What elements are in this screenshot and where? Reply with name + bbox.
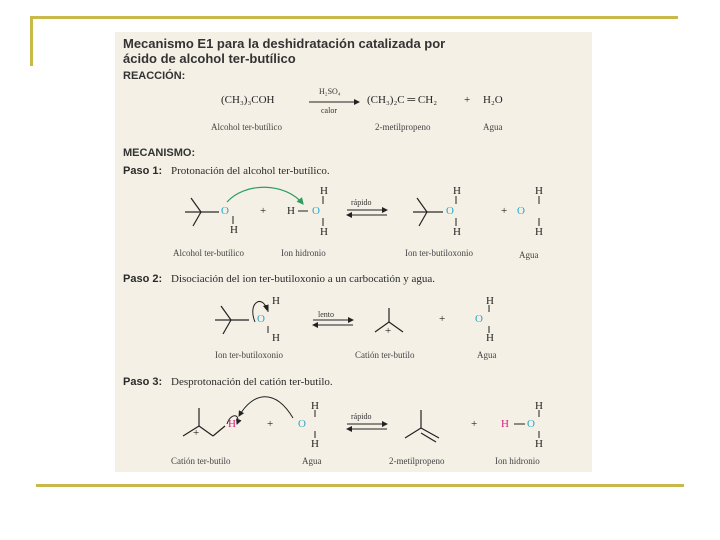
step2-water-h-top: H [486,295,494,307]
step1-alcohol-h: H [230,224,238,236]
step1-label: Paso 1: [123,165,163,177]
step3-water-h-bottom: H [311,438,319,450]
step3-cation-charge: + [193,427,200,439]
step3-water-oxygen: O [298,418,306,430]
step3-name-3: 2-metilpropeno [389,456,445,466]
step1-oxonium-oxygen: O [446,205,454,217]
step2-description: Disociación del ion ter-butiloxonio a un carbocatión y agua. [171,273,436,285]
step1-plus-1: + [260,205,267,217]
step3-plus-1: + [267,418,274,430]
product2-name: Agua [483,122,503,132]
cation-step3-skeleton [183,408,225,436]
step1-name-3: Ion ter-butiloxonio [405,248,474,258]
reagent-label: H₂SO₄ [319,87,341,96]
step1-oxonium-h-bottom: H [453,226,461,238]
step2-name-2: Catión ter-butilo [355,350,415,360]
step2-water-h-bottom: H [486,332,494,344]
equilibrium-arrow-step1 [347,210,387,215]
step3-hydronium-h-top: H [535,400,543,412]
frame-top-border [30,16,678,19]
mecanismo-label: MECANISMO: [123,147,196,159]
tert-butyl-skeleton-3 [215,306,249,334]
step3-hydronium-h-bottom: H [535,438,543,450]
step1-water-oxygen: O [517,205,525,217]
reaccion-label: REACCIÓN: [123,70,186,82]
frame-left-border [30,16,33,66]
equilibrium-arrow-step2 [313,320,353,325]
step1-hydronium-oxygen: O [312,205,320,217]
step2-name-3: Agua [477,350,497,360]
step3-cation-h: H [228,418,236,430]
methylpropene-skeleton [405,410,439,442]
step1-plus-2: + [501,205,508,217]
tert-butyl-skeleton-2 [413,198,443,226]
step3-water-h-top: H [311,400,319,412]
step3-name-4: Ion hidronio [495,456,540,466]
step2-name-1: Ion ter-butiloxonio [215,350,284,360]
tert-butyl-skeleton-1 [185,198,219,226]
mechanism-figure [115,32,592,472]
step1-water-h-top: H [535,185,543,197]
step1-hydronium-h-top: H [320,185,328,197]
equilibrium-arrow-step3 [347,424,387,429]
step1-hydronium-h-bottom: H [320,226,328,238]
condition-label: calor [321,106,337,115]
step1-oxonium-h-top: H [453,185,461,197]
step1-arrow-label: rápido [351,198,372,207]
step2-oxonium-oxygen: O [257,313,265,325]
figure-title-line2: ácido de alcohol ter-butílico [123,51,296,66]
product1-name: 2-metilpropeno [375,122,431,132]
step2-cation-charge: + [385,325,392,337]
step2-oxonium-h-top: H [272,295,280,307]
product2-formula: H₂O [483,94,503,106]
step3-name-2: Agua [302,456,322,466]
reactant-formula: (CH₃)₃COH [221,94,275,106]
step1-water-h-bottom: H [535,226,543,238]
plus-sign: + [464,94,471,106]
step1-name-4: Agua [519,250,539,260]
step2-arrow-label: lento [318,310,334,319]
step3-hydronium-h-left: H [501,418,509,430]
step3-arrow-label: rápido [351,412,372,421]
step2-water-oxygen: O [475,313,483,325]
step3-name-1: Catión ter-butilo [171,456,231,466]
curved-arrow-step3b [239,397,293,418]
step1-name-1: Alcohol ter-butílico [173,248,245,258]
step3-plus-2: + [471,418,478,430]
curved-arrow-step1 [227,187,303,204]
step2-plus: + [439,313,446,325]
step1-alcohol-oxygen: O [221,205,229,217]
step2-label: Paso 2: [123,273,163,285]
step1-name-2: Ion hidronio [281,248,326,258]
step3-hydronium-oxygen: O [527,418,535,430]
figure-title-line1: Mecanismo E1 para la deshidratación catalizada por [123,36,446,51]
step1-hydronium-h-left: H [287,205,295,217]
step3-description: Desprotonación del catión ter-butilo. [171,376,333,388]
step2-oxonium-h-bottom: H [272,332,280,344]
step1-description: Protonación del alcohol ter-butílico. [171,165,330,177]
frame-bottom-border [36,484,684,487]
product1-formula: (CH₃)₂C ═ CH₂ [367,94,438,106]
step3-label: Paso 3: [123,376,163,388]
reactant-name: Alcohol ter-butílico [211,122,283,132]
